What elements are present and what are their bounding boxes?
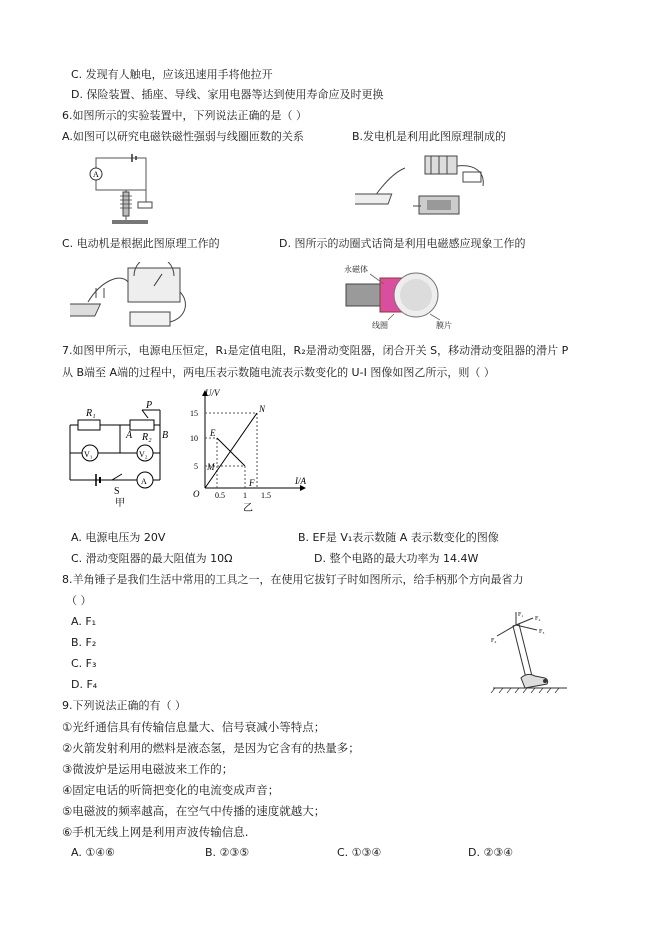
q6-option-c: C. 电动机是根据此图原理工作的 — [62, 237, 220, 250]
label-coil: 线圈 — [372, 321, 388, 330]
label-b: B — [162, 430, 169, 441]
q7-ui-graph — [185, 388, 320, 513]
q7-option-a: A. 电源电压为 20V — [71, 531, 166, 544]
label-f1: F₁ — [518, 612, 524, 618]
origin-label: O — [193, 489, 200, 499]
label-s: S — [114, 486, 120, 497]
x-axis-label: I/A — [295, 476, 306, 486]
label-v2: V₂ — [139, 450, 148, 459]
q7-option-b: B. EF是 V₁表示数随 A 表示数变化的图像 — [298, 531, 499, 544]
point-f-label: F — [249, 478, 255, 488]
q9-stem: 9.下列说法正确的有（ ） — [62, 699, 186, 712]
q6-figure-b-generator — [355, 152, 500, 227]
q7-stem-line-1: 7.如图甲所示，电源电压恒定，R₁是定值电阻，R₂是滑动变阻器，闭合开关 S，移动滑动变阻器的滑片 P — [62, 344, 569, 357]
caption-jia: 甲 — [115, 498, 125, 509]
q8-answer-paren: （ ） — [66, 594, 92, 607]
label-membrane: 膜片 — [436, 321, 452, 330]
q6-figure-d-microphone — [340, 262, 465, 334]
q8-option-d: D. F₄ — [71, 678, 98, 691]
q9-statement-3: ③微波炉是运用电磁波来工作的； — [62, 762, 234, 776]
q9-statement-2: ②火箭发射利用的燃料是液态氢，是因为它含有的热量多； — [62, 741, 360, 755]
q9-statement-1: ①光纤通信具有传输信息量大、信号衰减小等特点； — [62, 720, 326, 734]
q8-option-a: A. F₁ — [71, 615, 97, 628]
label-a: A — [126, 430, 133, 441]
q6-figure-c-motor — [70, 262, 195, 337]
q9-option-c: C. ①③④ — [337, 846, 382, 859]
q6-option-a: A.如图可以研究电磁铁磁性强弱与线圈匝数的关系 — [62, 130, 304, 143]
point-m-label: M — [207, 462, 215, 472]
x-tick-1: 1 — [243, 491, 247, 500]
label-ammeter: A — [141, 477, 147, 486]
q6-option-b: B.发电机是利用此图原理制成的 — [352, 130, 507, 143]
point-n-label: N — [259, 404, 266, 414]
q5-option-c: C. 发现有人触电，应该迅速用手将他拉开 — [71, 68, 273, 81]
q9-statement-4: ④固定电话的听筒把变化的电流变成声音； — [62, 783, 280, 797]
label-f3: F₃ — [539, 629, 545, 635]
q6-figure-a-electromagnet — [82, 150, 172, 230]
label-r2: R₂ — [142, 432, 152, 443]
q8-stem: 8.羊角锤子是我们生活中常用的工具之一，在使用它拔钉子时如图所示，给手柄那个方向最省力 — [62, 573, 524, 586]
label-f4: F₄ — [491, 638, 497, 644]
q8-claw-hammer-figure — [485, 608, 575, 694]
q9-statement-5: ⑤电磁波的频率越高，在空气中传播的速度就越大； — [62, 804, 326, 818]
q7-option-c: C. 滑动变阻器的最大阻值为 10Ω — [71, 552, 233, 565]
caption-yi: 乙 — [243, 503, 253, 513]
y-tick-10: 10 — [190, 434, 198, 443]
q9-option-d: D. ②③④ — [468, 846, 514, 859]
q8-option-b: B. F₂ — [71, 636, 97, 649]
q8-option-c: C. F₃ — [71, 657, 97, 670]
q9-statement-6: ⑥手机无线上网是利用声波传输信息. — [62, 825, 249, 839]
label-f2: F₂ — [535, 616, 541, 622]
q9-option-a: A. ①④⑥ — [71, 846, 115, 859]
label-r1: R₁ — [86, 408, 96, 419]
y-axis-label: U/V — [205, 388, 220, 398]
q7-stem-line-2: 从 B端至 A端的过程中，两电压表示数随电流表示数变化的 U-I 图像如图乙所示，则（ ） — [62, 366, 495, 379]
q6-stem: 6.如图所示的实验装置中，下列说法正确的是（ ） — [62, 109, 307, 122]
label-p: P — [146, 400, 153, 411]
y-tick-5: 5 — [194, 462, 198, 471]
q7-circuit-diagram — [60, 400, 185, 510]
q9-option-b: B. ②③⑤ — [205, 846, 250, 859]
x-tick-0-5: 0.5 — [215, 491, 225, 500]
q6-option-d: D. 图所示的动圈式话筒是利用电磁感应现象工作的 — [279, 237, 526, 250]
label-v1: V₁ — [84, 450, 93, 459]
q5-option-d: D. 保险装置、插座、导线、家用电器等达到使用寿命应及时更换 — [71, 88, 384, 101]
point-e-label: E — [210, 428, 216, 438]
y-tick-15: 15 — [190, 409, 198, 418]
x-tick-1-5: 1.5 — [261, 491, 271, 500]
q7-option-d: D. 整个电路的最大功率为 14.4W — [314, 552, 479, 565]
label-magnet: 永磁体 — [344, 265, 368, 274]
svg-text:A: A — [93, 170, 99, 179]
